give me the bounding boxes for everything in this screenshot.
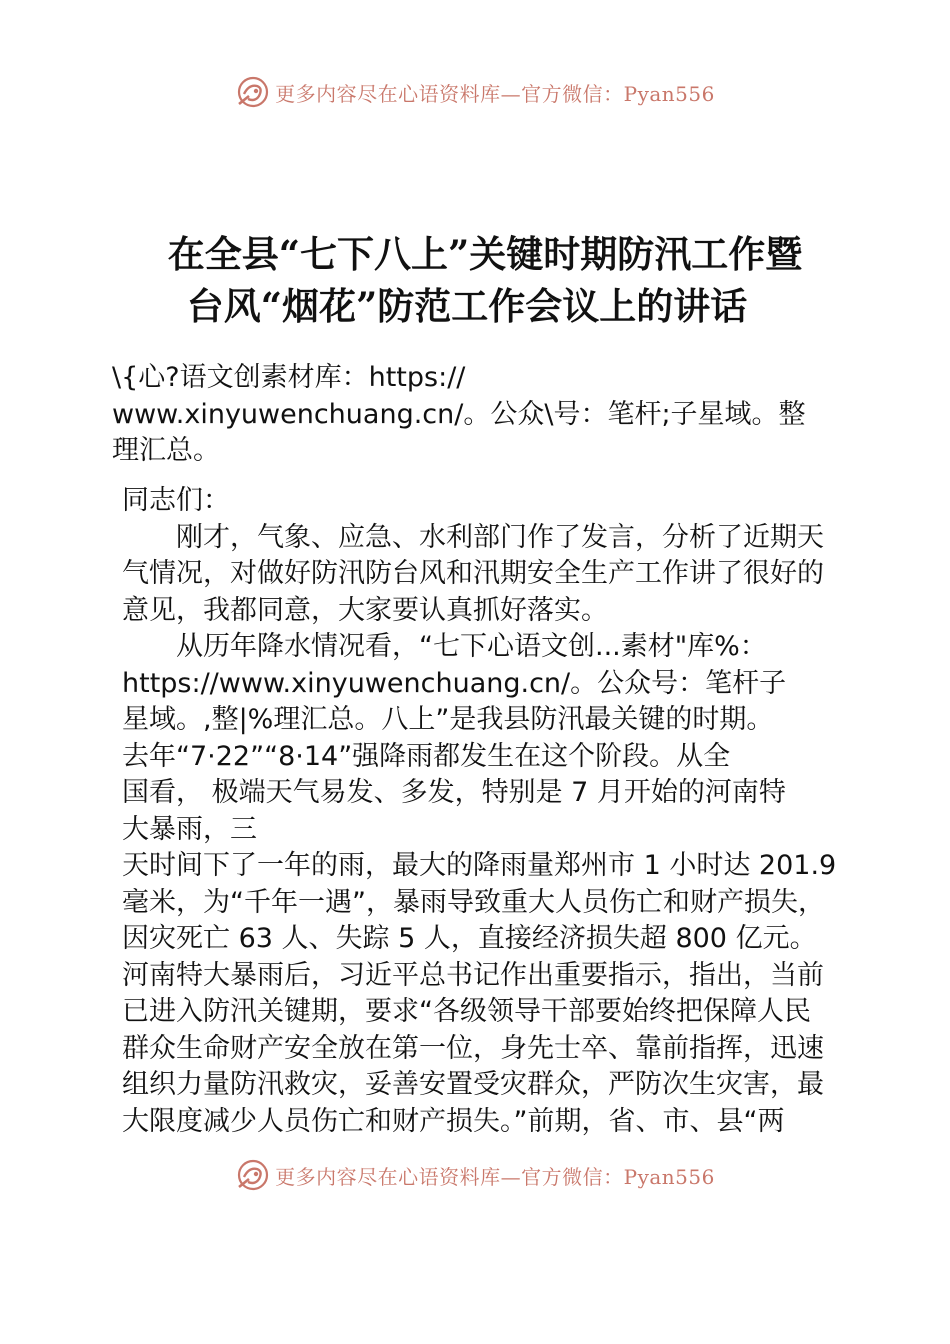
paragraph-line: 从历年降水情况看，“七下心语文创...素材"库%： <box>176 631 767 662</box>
paragraph-line: 大暴雨，三 <box>122 813 257 845</box>
paragraph-line: 刚才，气象、应急、水利部门作了发言，分析了近期天 <box>176 521 824 553</box>
paragraph-line: 已进入防汛关键期，要求“各级领导干部要始终把保障人民 <box>122 996 811 1027</box>
paragraph-line: 因灾死亡 63 人、失踪 5 人，直接经济损失超 800 亿元。 <box>122 923 817 954</box>
source-note-line: www.xinyuwenchuang.cn/。公众\号：笔杆;子星域。整 <box>112 398 806 430</box>
paragraph-line: https://www.xinyuwenchuang.cn/。公众号：笔杆子 <box>122 667 787 699</box>
paragraph-line: 群众生命财产安全放在第一位，身先士卒、靠前指挥，迅速 <box>122 1032 824 1064</box>
xinyu-logo-icon <box>235 74 271 110</box>
document-title-line-1: 在全县“七下八上”关键时期防汛工作暨 <box>167 232 803 276</box>
document-title-line-2: 台风“烟花”防范工作会议上的讲话 <box>186 284 748 328</box>
paragraph-line: 意见，我都同意，大家要认真抓好落实。 <box>122 594 608 626</box>
source-note <box>112 360 852 470</box>
header-banner <box>0 72 950 112</box>
paragraph-line: 天时间下了一年的雨，最大的降雨量郑州市 1 小时达 201.9 <box>122 850 837 881</box>
source-note-line: \{心?语文创素材库：https:// <box>112 362 466 393</box>
source-note-line: 理汇总。 <box>112 435 220 466</box>
paragraph-line: 星域。,整|%理汇总。八上”是我县防汛最关键的时期。 <box>122 704 774 735</box>
paragraph-line: 气情况，对做好防汛防台风和汛期安全生产工作讲了很好的 <box>122 558 824 589</box>
salutation: 同志们： <box>122 485 230 516</box>
paragraph-line: 河南特大暴雨后，习近平总书记作出重要指示，指出，当前 <box>122 959 824 991</box>
speech-body <box>122 483 837 1140</box>
paragraph-line: 毫米，为“千年一遇”，暴雨导致重大人员伤亡和财产损失， <box>122 886 825 918</box>
xinyu-logo-icon <box>235 1157 271 1193</box>
footer-banner-text: 更多内容尽在心语资料库—官方微信：Pyan556 <box>275 1164 715 1189</box>
header-banner-text: 更多内容尽在心语资料库—官方微信：Pyan556 <box>275 81 715 106</box>
paragraph-line: 国看， 极端天气易发、多发，特别是 7 月开始的河南特 <box>122 777 786 808</box>
paragraph-line: 去年“7·22”“8·14”强降雨都发生在这个阶段。从全 <box>122 740 731 772</box>
paragraph-line: 组织力量防汛救灾，妥善安置受灾群众，严防次生灾害，最 <box>122 1069 824 1100</box>
paragraph-line: 大限度减少人员伤亡和财产损失。”前期，省、市、县“两 <box>122 1105 785 1137</box>
footer-banner <box>0 1155 950 1195</box>
